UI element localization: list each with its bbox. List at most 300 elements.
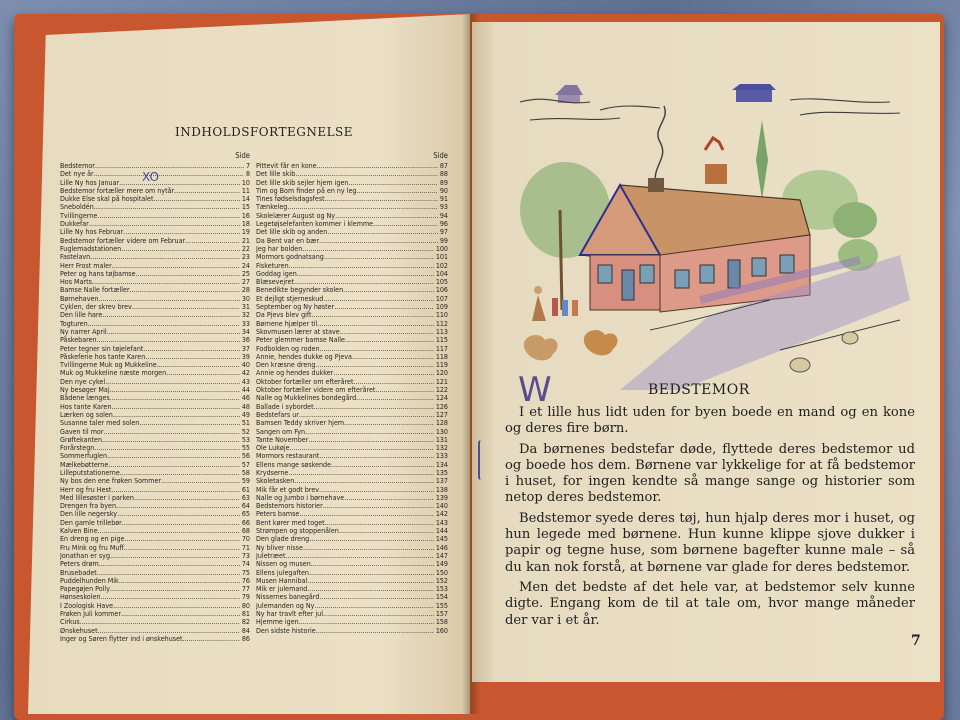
toc-entry-title: Krydserne <box>256 468 289 477</box>
toc-entry-page: 93 <box>439 203 448 212</box>
toc-dot-leader <box>303 544 434 552</box>
toc-entry <box>60 560 250 568</box>
toc-dot-leader <box>373 220 438 228</box>
toc-entry <box>60 361 250 369</box>
toc-entry-page: 25 <box>241 269 250 278</box>
toc-entry-title: Ellens julegaften <box>256 568 309 577</box>
toc-entry-page: 73 <box>241 551 250 560</box>
toc-entry-title: Lille Ny hos Januar <box>60 178 120 187</box>
toc-dot-leader <box>105 378 240 386</box>
toc-entry-title: Ny narrer April <box>60 327 107 336</box>
toc-entry <box>256 461 448 469</box>
toc-dot-leader <box>344 419 434 427</box>
toc-entry-title: Lærken og solen <box>60 410 113 419</box>
toc-entry <box>60 436 250 444</box>
toc-entry-page: 130 <box>435 427 448 436</box>
toc-entry-title: Mik får et godt brev <box>256 485 320 494</box>
toc-entry-page: 120 <box>435 369 448 378</box>
toc-dot-leader <box>343 286 434 294</box>
toc-entry-title: Peter og hans tøjbamse <box>60 269 136 278</box>
toc-entry <box>60 461 250 469</box>
toc-dot-leader <box>316 627 434 635</box>
toc-entry-title: Den lille hare <box>60 311 103 320</box>
toc-dot-leader <box>117 510 240 518</box>
toc-entry-page: 121 <box>435 377 448 386</box>
toc-entry-title: Peter glemmer bamse Nalle <box>256 336 345 345</box>
toc-dot-leader <box>307 585 433 593</box>
toc-dot-leader <box>314 403 434 411</box>
toc-entry-page: 23 <box>241 253 250 262</box>
toc-dot-leader <box>119 179 240 187</box>
toc-dot-leader <box>299 411 434 419</box>
toc-entry-title: Fodbolden og roden <box>256 344 320 353</box>
toc-entry-title: Den lille negersky <box>60 510 118 519</box>
toc-entry <box>256 179 448 187</box>
toc-entry-title: Susanne taler med solen <box>60 419 140 428</box>
toc-entry <box>256 535 448 543</box>
toc-entry <box>256 452 448 460</box>
toc-entry <box>60 170 250 178</box>
toc-dot-leader <box>121 245 240 253</box>
toc-entry <box>60 469 250 477</box>
toc-entry-title: Det lille skib sejler hjem igen <box>256 178 349 187</box>
toc-entry <box>60 419 250 427</box>
toc-entry <box>256 411 448 419</box>
toc-entry-page: 79 <box>241 593 250 602</box>
toc-entry-page: 139 <box>435 493 448 502</box>
toc-entry <box>60 336 250 344</box>
toc-entry <box>256 560 448 568</box>
toc-entry-page: 82 <box>241 618 250 627</box>
toc-dot-leader <box>124 535 239 543</box>
toc-entry-title: Fastelavn <box>60 253 91 262</box>
toc-dot-leader <box>320 345 434 353</box>
toc-dot-leader <box>112 262 240 270</box>
toc-entry-title: Bedstefars ur <box>256 410 299 419</box>
toc-entry-page: 64 <box>241 502 250 511</box>
toc-entry <box>256 419 448 427</box>
toc-entry-page: 49 <box>241 410 250 419</box>
toc-entry <box>256 394 448 402</box>
toc-dot-leader <box>89 220 240 228</box>
toc-entry-title: Fru Mink og fru Muff <box>60 543 124 552</box>
toc-entry-title: Den gamle trillebør <box>60 518 122 527</box>
toc-entry-page: 144 <box>435 527 448 536</box>
toc-entry-page: 48 <box>241 402 250 411</box>
toc-entry-page: 113 <box>435 327 448 336</box>
toc-entry-title: Kalven Bine <box>60 527 98 536</box>
farmhouse <box>580 138 810 312</box>
toc-entry-title: Tænkeleg <box>256 203 288 212</box>
toc-entry-title: Inger og Søren flytter ind i ønskehuset <box>60 634 183 643</box>
toc-dot-leader <box>120 469 240 477</box>
toc-dot-leader <box>110 394 240 402</box>
toc-dot-leader <box>299 618 434 626</box>
toc-entry-title: Oktober fortæller videre om efteråret <box>256 386 376 395</box>
toc-dot-leader <box>319 237 438 245</box>
toc-dot-leader <box>344 494 434 502</box>
toc-dot-leader <box>339 527 434 535</box>
toc-entry <box>256 403 448 411</box>
toc-dot-leader <box>98 295 239 303</box>
toc-entry-title: Ellens mange søskende <box>256 460 332 469</box>
toc-entry-title: Skovmusen lærer at stave <box>256 327 340 336</box>
toc-dot-leader <box>174 187 240 195</box>
toc-dot-leader <box>80 618 240 626</box>
toc-dot-leader <box>289 262 434 270</box>
toc-entry-page: 11 <box>241 186 250 195</box>
toc-entry-title: Ny bliver nisse <box>256 543 303 552</box>
toc-entry-title: Julemanden og Ny <box>256 601 315 610</box>
toc-entry <box>256 527 448 535</box>
toc-entry-page: 42 <box>241 369 250 378</box>
pen-margin-mark <box>478 440 484 480</box>
toc-entry-title: Hos tante Karen <box>60 402 112 411</box>
toc-entry-page: 153 <box>435 585 448 594</box>
toc-dot-leader <box>134 494 240 502</box>
toc-entry <box>256 519 448 527</box>
toc-entry-page: 70 <box>241 535 250 544</box>
toc-entry <box>60 593 250 601</box>
toc-entry-page: 145 <box>435 535 448 544</box>
toc-entry <box>60 444 250 452</box>
toc-entry-page: 10 <box>241 178 250 187</box>
toc-dot-leader <box>335 212 438 220</box>
toc-entry <box>60 220 250 228</box>
toc-dot-leader <box>102 436 240 444</box>
toc-entry <box>60 577 250 585</box>
pen-scribble-w: W <box>518 370 546 410</box>
toc-entry-page: 100 <box>435 244 448 253</box>
toc-entry-page: 149 <box>435 560 448 569</box>
toc-dot-leader <box>331 461 434 469</box>
toc-entry <box>60 394 250 402</box>
toc-entry-title: Nalle og Jumbo i børnehave <box>256 493 345 502</box>
house-illustration <box>500 60 920 390</box>
toc-entry-page: 57 <box>241 460 250 469</box>
toc-entry-page: 97 <box>439 228 448 237</box>
toc-dot-leader <box>183 635 240 643</box>
toc-entry-title: Goddag igen <box>256 269 297 278</box>
toc-dot-leader <box>352 353 434 361</box>
toc-entry <box>60 369 250 377</box>
toc-entry-title: Ønskehuset <box>60 626 98 635</box>
toc-entry-title: I Zoologisk Have <box>60 601 114 610</box>
toc-entry <box>256 195 448 203</box>
toc-entry-page: 39 <box>241 352 250 361</box>
toc-entry-page: 133 <box>435 452 448 461</box>
toc-entry-title: Børnehaven <box>60 294 99 303</box>
toc-entry-page: 147 <box>435 551 448 560</box>
toc-entry-title: Grøftekanten <box>60 435 103 444</box>
toc-entry <box>60 195 250 203</box>
toc-entry-page: 160 <box>435 626 448 635</box>
toc-entry <box>60 328 250 336</box>
toc-entry <box>256 469 448 477</box>
toc-dot-leader <box>116 502 240 510</box>
toc-entry-page: 81 <box>241 610 250 619</box>
toc-entry <box>60 303 250 311</box>
toc-entry-title: Bent kører med toget <box>256 518 325 527</box>
toc-entry-page: 76 <box>241 576 250 585</box>
toc-entry-page: 101 <box>435 253 448 262</box>
toc-entry-page: 94 <box>439 211 448 220</box>
toc-entry-title: Tante November <box>256 435 309 444</box>
toc-entry <box>256 510 448 518</box>
toc-side-header: Side <box>235 151 250 160</box>
toc-dot-leader <box>295 170 438 178</box>
toc-dot-leader <box>311 560 434 568</box>
toc-entry-page: 16 <box>241 211 250 220</box>
toc-entry-page: 84 <box>241 626 250 635</box>
toc-dot-leader <box>110 585 240 593</box>
toc-entry-page: 37 <box>241 344 250 353</box>
toc-entry <box>256 320 448 328</box>
toc-entry-page: 58 <box>241 468 250 477</box>
toc-entry-page: 119 <box>435 361 448 370</box>
toc-entry <box>256 311 448 319</box>
toc-entry-title: Tim og Bom finder på en ny leg <box>256 186 357 195</box>
toc-entry <box>60 187 250 195</box>
toc-entry-title: Den glade dreng <box>256 535 310 544</box>
toc-dot-leader <box>99 560 240 568</box>
toc-entry-page: 71 <box>241 543 250 552</box>
toc-entry-title: Puddelhunden Mik <box>60 576 119 585</box>
toc-entry-page: 110 <box>435 311 448 320</box>
toc-entry-page: 137 <box>435 477 448 486</box>
toc-entry-title: Skolelærer August og Ny <box>256 211 336 220</box>
toc-entry-page: 15 <box>241 203 250 212</box>
toc-dot-leader <box>356 394 434 402</box>
toc-dot-leader <box>353 378 433 386</box>
toc-dot-leader <box>92 278 240 286</box>
toc-entry-title: Tvillingerne Muk og Mukkeline <box>60 361 157 370</box>
toc-entry-title: Nissernes banegård <box>256 593 320 602</box>
toc-entry <box>60 295 250 303</box>
toc-entry-page: 19 <box>241 228 250 237</box>
toc-entry-title: Mormors godnatsang <box>256 253 324 262</box>
toc-entry-page: 109 <box>435 303 448 312</box>
toc-entry <box>60 535 250 543</box>
toc-dot-leader <box>124 544 240 552</box>
story-paragraph: Bedstemor syede deres tøj, hun hjalp deres mor i huset, og hun legede med børnene. Hun kunne klippe sjove dukker i papir og tegne huse, som børnene bagefter kunne male – så du kan nok forstå, at børnene var glade for deres bedstemor. <box>505 510 915 575</box>
toc-entry-page: 117 <box>435 344 448 353</box>
toc-entry-title: Muk og Mukkeline næste morgen <box>60 369 167 378</box>
toc-dot-leader <box>319 452 434 460</box>
toc-entry-title: Mormors restaurant <box>256 452 320 461</box>
toc-entry <box>60 286 250 294</box>
toc-entry-page: 105 <box>435 278 448 287</box>
toc-entry <box>60 544 250 552</box>
toc-entry-page: 91 <box>439 195 448 204</box>
toc-dot-leader <box>107 452 240 460</box>
toc-entry <box>256 593 448 601</box>
toc-entry <box>60 311 250 319</box>
toc-entry <box>256 477 448 485</box>
toc-entry-page: 86 <box>241 634 250 643</box>
toc-entry-page: 106 <box>435 286 448 295</box>
toc-entry-title: Peters bamse <box>256 510 300 519</box>
toc-entry <box>256 262 448 270</box>
toc-entry <box>256 237 448 245</box>
toc-entry-title: Jonathan er syg <box>60 551 110 560</box>
toc-dot-leader <box>88 320 240 328</box>
toc-entry-title: Mik er julemand <box>256 585 308 594</box>
toc-entry-title: Det lille skib og anden <box>256 228 328 237</box>
toc-entry-page: 128 <box>435 419 448 428</box>
toc-entry-page: 96 <box>439 220 448 229</box>
toc-entry <box>256 303 448 311</box>
toc-entry <box>60 602 250 610</box>
toc-entry <box>256 436 448 444</box>
toc-entry <box>60 212 250 220</box>
toc-entry <box>60 162 250 170</box>
toc-dot-leader <box>94 170 244 178</box>
toc-entry-title: Togturen <box>60 319 88 328</box>
toc-entry-title: Annie og hendes dukker <box>256 369 334 378</box>
toc-entry-page: 131 <box>435 435 448 444</box>
toc-entry-page: 104 <box>435 269 448 278</box>
toc-dot-leader <box>145 353 240 361</box>
toc-dot-leader <box>324 253 434 261</box>
toc-entry-title: Mælkebøtterne <box>60 460 109 469</box>
toc-entry <box>256 361 448 369</box>
toc-entry <box>60 411 250 419</box>
toc-entry <box>60 428 250 436</box>
toc-entry-title: Hos Marts <box>60 278 92 287</box>
toc-entry <box>256 569 448 577</box>
toc-entry-title: Det lille skib <box>256 170 296 179</box>
toc-entry <box>256 627 448 635</box>
toc-dot-leader <box>97 212 240 220</box>
toc-entry <box>60 345 250 353</box>
toc-dot-leader <box>107 328 240 336</box>
toc-dot-leader <box>340 328 434 336</box>
toc-dot-leader <box>136 270 240 278</box>
toc-entry-title: Den nye cykel <box>60 377 106 386</box>
toc-dot-leader <box>98 627 240 635</box>
toc-entry <box>256 585 448 593</box>
toc-entry-title: Ole Lukøje <box>256 444 290 453</box>
toc-entry-page: 138 <box>435 485 448 494</box>
toc-entry <box>256 162 448 170</box>
toc-entry-title: Fuglemadstationen <box>60 244 122 253</box>
toc-entry-title: Lille Ny hos Februar <box>60 228 124 237</box>
toc-entry-title: Påskeferie hos tante Karen <box>60 352 146 361</box>
toc-entry-title: September og Ny høster <box>256 303 335 312</box>
toc-entry <box>256 328 448 336</box>
toc-entry-page: 135 <box>435 468 448 477</box>
toc-dot-leader <box>307 577 434 585</box>
toc-entry <box>256 602 448 610</box>
toc-dot-leader <box>315 361 433 369</box>
toc-entry <box>60 519 250 527</box>
toc-entry-title: Papegøjen Polly <box>60 585 110 594</box>
toc-entry <box>256 295 448 303</box>
toc-entry-page: 155 <box>435 601 448 610</box>
toc-entry-page: 53 <box>241 435 250 444</box>
toc-entry-title: Peter tegner sin tøjelefant <box>60 344 144 353</box>
toc-entry-page: 34 <box>241 327 250 336</box>
toc-dot-leader <box>348 179 437 187</box>
toc-entry <box>60 228 250 236</box>
toc-entry-title: Bamse Nalle fortæller <box>60 286 130 295</box>
toc-entry-page: 27 <box>241 278 250 287</box>
toc-entry-page: 80 <box>241 601 250 610</box>
toc-entry-page: 152 <box>435 576 448 585</box>
toc-entry-page: 14 <box>241 195 250 204</box>
toc-entry-page: 43 <box>241 377 250 386</box>
toc-dot-leader <box>102 311 240 319</box>
toc-entry-title: Herr og fru Hest <box>60 485 112 494</box>
toc-entry-title: Gaven til mor <box>60 427 104 436</box>
toc-dot-leader <box>319 486 434 494</box>
toc-entry-title: Fisketuren <box>256 261 289 270</box>
story-text <box>505 405 915 633</box>
toc-dot-leader <box>357 187 438 195</box>
toc-entry <box>256 336 448 344</box>
toc-entry-title: Pittevit får en kone <box>256 162 317 170</box>
toc-entry-title: Dukkefar <box>60 220 89 229</box>
toc-dot-leader <box>327 228 438 236</box>
toc-entry-page: 32 <box>241 311 250 320</box>
toc-entry-title: Brusebadet <box>60 568 97 577</box>
toc-entry-page: 56 <box>241 452 250 461</box>
toc-dot-leader <box>90 253 240 261</box>
toc-entry-page: 112 <box>435 319 448 328</box>
pen-scribble: XO <box>142 170 159 184</box>
family-figures <box>532 286 578 321</box>
toc-column-left <box>60 152 250 643</box>
toc-dot-leader <box>97 569 240 577</box>
toc-entry-page: 124 <box>435 394 448 403</box>
toc-entry-title: Den sidste historie <box>256 626 316 635</box>
toc-dot-leader <box>323 610 434 618</box>
toc-entry <box>60 552 250 560</box>
toc-entry <box>60 527 250 535</box>
toc-entry <box>256 428 448 436</box>
toc-entry <box>256 386 448 394</box>
toc-entry <box>60 510 250 518</box>
toc-entry <box>256 502 448 510</box>
toc-dot-leader <box>333 369 434 377</box>
toc-entry <box>60 320 250 328</box>
toc-entry-title: Påskebaren <box>60 336 97 345</box>
toc-entry-title: Det nye år <box>60 170 94 179</box>
toc-dot-leader <box>166 369 240 377</box>
toc-entry <box>256 494 448 502</box>
toc-dot-leader <box>113 411 240 419</box>
toc-entry <box>60 203 250 211</box>
toc-entry-page: 102 <box>435 261 448 270</box>
toc-entry-title: Børnene hjælper til <box>256 319 318 328</box>
toc-entry-page: 126 <box>435 402 448 411</box>
distant-houses <box>555 84 776 103</box>
toc-dot-leader <box>345 336 434 344</box>
toc-dot-leader <box>325 195 438 203</box>
toc-entry <box>256 212 448 220</box>
toc-entry-page: 68 <box>241 527 250 536</box>
toc-entry <box>60 245 250 253</box>
toc-dot-leader <box>110 552 240 560</box>
toc-dot-leader <box>97 336 240 344</box>
toc-entry <box>60 635 250 643</box>
toc-title: INDHOLDSFORTEGNELSE <box>175 125 354 139</box>
toc-entry-page: 127 <box>435 410 448 419</box>
toc-dot-leader <box>308 436 433 444</box>
page-number: 7 <box>911 633 921 649</box>
toc-entry-page: 33 <box>241 319 250 328</box>
